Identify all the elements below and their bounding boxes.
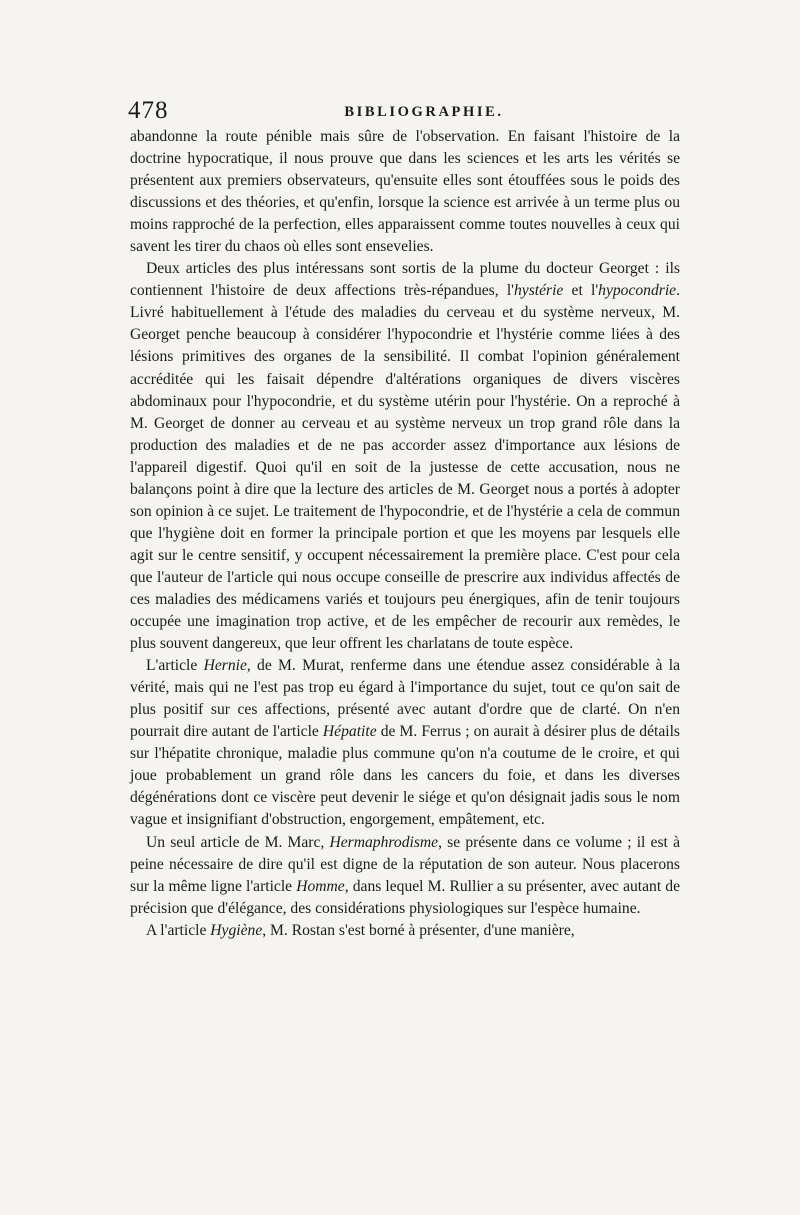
text-run: Un seul article de M. Marc, [146, 833, 330, 851]
italic-term: Hermaphrodisme [329, 833, 439, 851]
italic-term: hypocondrie [598, 282, 677, 300]
italic-term: Hernie [203, 657, 247, 675]
paragraph-5 [130, 920, 680, 942]
italic-term: Hygiène [210, 921, 263, 939]
text-run: . Livré habituellement à l'étude des maladies du cerveau et du système nerveux, M. Georget penche beaucoup à considérer l'hypocondrie et l'hystérie comme liées à des lésions primitives des organes de la sensibilité. Il combat l'opinion généralement accréditée qui les faisait dépendre d'altérations organiques de divers viscères abdominaux pour l'hypocondrie, et du système utérin pour l'hystérie. On a reproché à M. Georget de donner au cerveau et au système nerveux un trop grand rôle dans la production des maladies et de ne pas accorder assez d'importance aux lésions de l'appareil digestif. Quoi qu'il en soit de la justesse de cette accusation, nous ne balançons point à dire que la lecture des articles de M. Georget nous a portés à adopter son opinion à ce sujet. Le traitement de l'hypocondrie, et de l'hystérie a cela de commun que l'hygiène doit en former la principale portion et que les moyens par lesquels elle agit sur le centre sensitif, y occupent nécessairement la première place. C'est pour cela que l'auteur de l'article qui nous occupe conseille de prescrire aux individus affectés de ces maladies des médicamens variés et toujours peu énergiques, afin de tenir toujours occupée une imagination trop active, et de les empêcher de recourir aux remèdes, le plus souvent dangereux, que leur offrent les charlatans de toute espèce. [130, 282, 680, 653]
text-run: , se présente dans ce volume ; il est à peine nécessaire de dire qu'il est digne de la réputation de son auteur. Nous placerons sur la même ligne l'article [130, 833, 680, 895]
text-run: et l' [563, 282, 599, 300]
body-text [130, 126, 680, 942]
text-run: de M. Ferrus ; on aurait à désirer plus de détails sur l'hépatite chronique, maladie plus commune qu'on n'a coutume de le croire, et qui joue probablement un grand rôle dans les cancers du foie, et dans les diverses dégénérations dont ce viscère peut devenir le siége et qu'on désignait jadis sous le nom vague et insignifiant d'obstruction, engorgement, empâtement, etc. [130, 723, 680, 829]
paragraph-3 [130, 655, 680, 831]
text-run: , dans lequel M. Rullier a su présenter, avec autant de précision que d'élégance, des considérations physiologiques sur l'espèce humaine. [130, 877, 680, 917]
page-number: 478 [128, 97, 169, 124]
paragraph-4 [130, 832, 680, 920]
page-header [128, 96, 680, 126]
text-run: abandonne la route pénible mais sûre de l'observation. En faisant l'histoire de la doctrine hypocratique, il nous prouve que dans les sciences et les arts les vérités se présentent aux premiers observateurs, qu'ensuite elles sont étouffées sous le poids des discussions et des théories, et qu'enfin, lorsque la science est arrivée à un terme plus ou moins rapproché de la perfection, elles apparaissent comme toutes nouvelles à ceux qui savent les tirer du chaos où elles sont ensevelies. [130, 128, 680, 256]
text-run: , de M. Murat, renferme dans une étendue assez considérable à la vérité, mais qui ne l'est pas trop eu égard à l'importance du sujet, tout ce qu'on sait de plus positif sur ces affections, présenté avec autant d'ordre que de clarté. On n'en pourrait dire autant de l'article [130, 657, 680, 741]
paragraph-2 [130, 258, 680, 655]
text-run: Deux articles des plus intéressans sont sortis de la plume du docteur Georget : ils contiennent l'histoire de deux affections très-répandues, l' [130, 260, 680, 300]
italic-term: Hépatite [322, 723, 377, 741]
paragraph-1 [130, 126, 680, 258]
italic-term: Homme [296, 877, 345, 895]
running-title: BIBLIOGRAPHIE. [344, 104, 504, 120]
text-run: , M. Rostan s'est borné à présenter, d'une manière, [262, 921, 575, 939]
text-run: A l'article [146, 921, 211, 939]
text-run: L'article [146, 657, 204, 675]
italic-term: hystérie [513, 282, 564, 300]
